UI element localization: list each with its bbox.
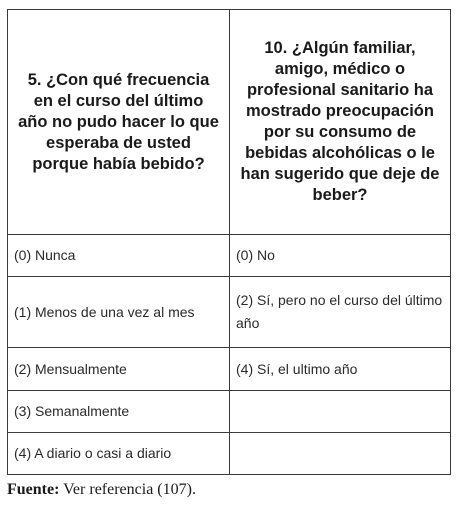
answer-q10-option-0: (0) No (230, 235, 451, 277)
answer-q10-option-2: (2) Sí, pero no el curso del último año (230, 277, 451, 348)
question-5-header (8, 10, 230, 235)
question-5-text: 5. ¿Con qué frecuencia en el curso del último año no pudo hacer lo que esperaba de usted porque había bebido? (18, 70, 219, 173)
audit-questions-table (7, 9, 451, 475)
answer-q5-option-4: (4) A diario o casi a diario (8, 433, 230, 475)
table-row (8, 235, 451, 277)
table-row (8, 391, 451, 433)
question-10-header (230, 10, 451, 235)
empty-cell (230, 391, 451, 433)
source-text: Ver referencia (107). (59, 481, 196, 498)
answer-q5-option-3: (3) Semanalmente (8, 391, 230, 433)
source-label: Fuente: (7, 481, 60, 498)
table-row (8, 433, 451, 475)
empty-cell (230, 433, 451, 475)
answer-q5-option-1: (1) Menos de una vez al mes (8, 277, 230, 348)
header-row (8, 10, 451, 235)
answer-q5-option-2: (2) Mensualmente (8, 348, 230, 391)
answer-q10-option-4: (4) Sí, el ultimo año (230, 348, 451, 391)
answer-q5-option-0: (0) Nunca (8, 235, 230, 277)
source-note (7, 481, 196, 499)
table-row (8, 277, 451, 348)
table-row (8, 348, 451, 391)
question-10-text: 10. ¿Algún familiar, amigo, médico o profesional sanitario ha mostrado preocupación por su consumo de bebidas alcohólicas o le han sugerido que deje de beber? (240, 39, 440, 204)
